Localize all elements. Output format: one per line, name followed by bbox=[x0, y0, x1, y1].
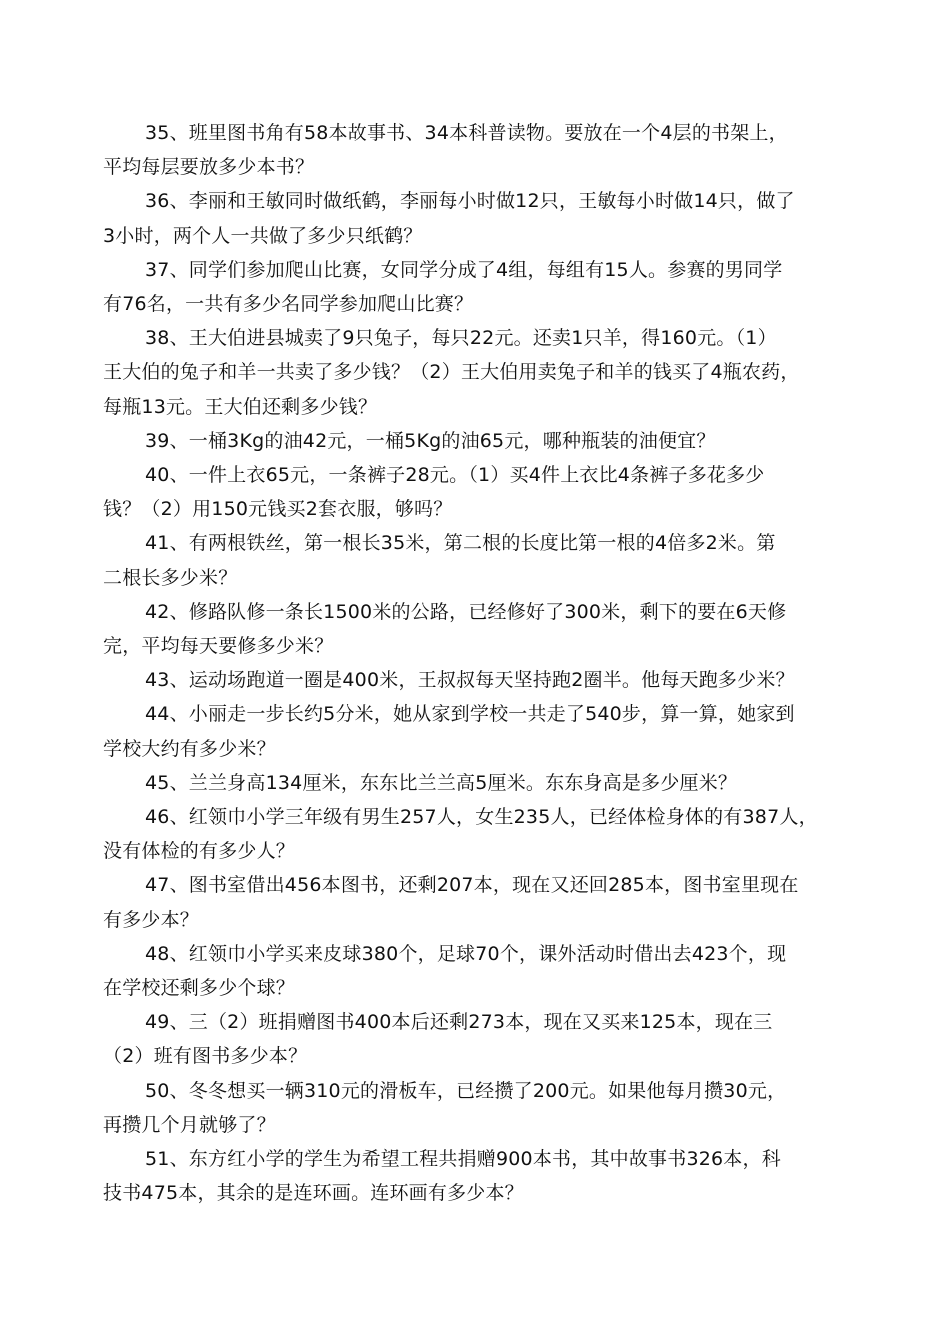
question-line: 38、王大伯进县城卖了9只兔子，每只22元。还卖1只羊，得160元。（1） bbox=[145, 327, 777, 350]
question-line: 39、一桶3Kg的油42元，一桶5Kg的油65元，哪种瓶装的油便宜？ bbox=[145, 429, 716, 452]
question-line: 47、图书室借出456本图书，还剩207本，现在又还回285本，图书室里现在 bbox=[145, 874, 799, 897]
question-line: 48、红领巾小学买来皮球380个，足球70个，课外活动时借出去423个，现 bbox=[145, 942, 787, 965]
question-line: 在学校还剩多少个球？ bbox=[103, 977, 296, 1000]
question-line: 41、有两根铁丝，第一根长35米，第二根的长度比第一根的4倍多2米。第 bbox=[145, 532, 776, 555]
question-40 bbox=[103, 458, 863, 526]
question-line: 有多少本？ bbox=[103, 908, 200, 931]
question-line: 40、一件上衣65元，一条裤子28元。（1）买4件上衣比4条裤子多花多少 bbox=[145, 464, 765, 487]
question-line: 36、李丽和王敏同时做纸鹤，李丽每小时做12只，王敏每小时做14只，做了 bbox=[145, 190, 795, 213]
question-line: （2）班有图书多少本？ bbox=[103, 1045, 308, 1068]
question-35 bbox=[103, 116, 863, 184]
question-line: 没有体检的有多少人？ bbox=[103, 840, 296, 863]
question-49 bbox=[103, 1005, 863, 1073]
question-51 bbox=[103, 1142, 863, 1210]
question-line: 再攒几个月就够了？ bbox=[103, 1113, 276, 1136]
question-line: 46、红领巾小学三年级有男生257人，女生235人，已经体检身体的有387人， bbox=[145, 806, 818, 829]
question-48 bbox=[103, 937, 863, 1005]
question-50 bbox=[103, 1074, 863, 1142]
question-line: 51、东方红小学的学生为希望工程共捐赠900本书，其中故事书326本，科 bbox=[145, 1148, 781, 1171]
question-37 bbox=[103, 253, 863, 321]
question-45 bbox=[103, 766, 863, 800]
question-line: 有76名，一共有多少名同学参加爬山比赛？ bbox=[103, 293, 474, 316]
question-43 bbox=[103, 663, 863, 697]
question-line: 技书475本，其余的是连环画。连环画有多少本？ bbox=[103, 1182, 524, 1205]
question-39 bbox=[103, 424, 863, 458]
question-line: 45、兰兰身高134厘米，东东比兰兰高5厘米。东东身高是多少厘米？ bbox=[145, 771, 738, 794]
question-line: 37、同学们参加爬山比赛，女同学分成了4组，每组有15人。参赛的男同学 bbox=[145, 258, 783, 281]
question-line: 完，平均每天要修多少米？ bbox=[103, 635, 334, 658]
question-line: 平均每层要放多少本书？ bbox=[103, 156, 315, 179]
question-line: 49、三（2）班捐赠图书400本后还剩273本，现在又买来125本，现在三 bbox=[145, 1011, 773, 1034]
question-36 bbox=[103, 184, 863, 252]
question-46 bbox=[103, 800, 863, 868]
question-list bbox=[103, 116, 863, 1211]
question-line: 50、冬冬想买一辆310元的滑板车，已经攒了200元。如果他每月攒30元， bbox=[145, 1079, 787, 1102]
question-47 bbox=[103, 868, 863, 936]
question-line: 每瓶13元。王大伯还剩多少钱？ bbox=[103, 395, 378, 418]
question-line: 钱？（2）用150元钱买2套衣服，够吗？ bbox=[103, 498, 453, 521]
question-line: 二根长多少米？ bbox=[103, 566, 238, 589]
question-line: 学校大约有多少米？ bbox=[103, 737, 276, 760]
question-line: 王大伯的兔子和羊一共卖了多少钱？（2）王大伯用卖兔子和羊的钱买了4瓶农药， bbox=[103, 361, 800, 384]
question-line: 44、小丽走一步长约5分米，她从家到学校一共走了540步，算一算，她家到 bbox=[145, 703, 795, 726]
question-44 bbox=[103, 697, 863, 765]
question-42 bbox=[103, 595, 863, 663]
question-line: 35、班里图书角有58本故事书、34本科普读物。要放在一个4层的书架上， bbox=[145, 122, 788, 144]
question-line: 43、运动场跑道一圈是400米，王叔叔每天坚持跑2圈半。他每天跑多少米？ bbox=[145, 669, 795, 692]
question-41 bbox=[103, 526, 863, 594]
question-38 bbox=[103, 321, 863, 424]
question-line: 3小时，两个人一共做了多少只纸鹤？ bbox=[103, 224, 423, 247]
question-line: 42、修路队修一条长1500米的公路，已经修好了300米，剩下的要在6天修 bbox=[145, 600, 787, 623]
